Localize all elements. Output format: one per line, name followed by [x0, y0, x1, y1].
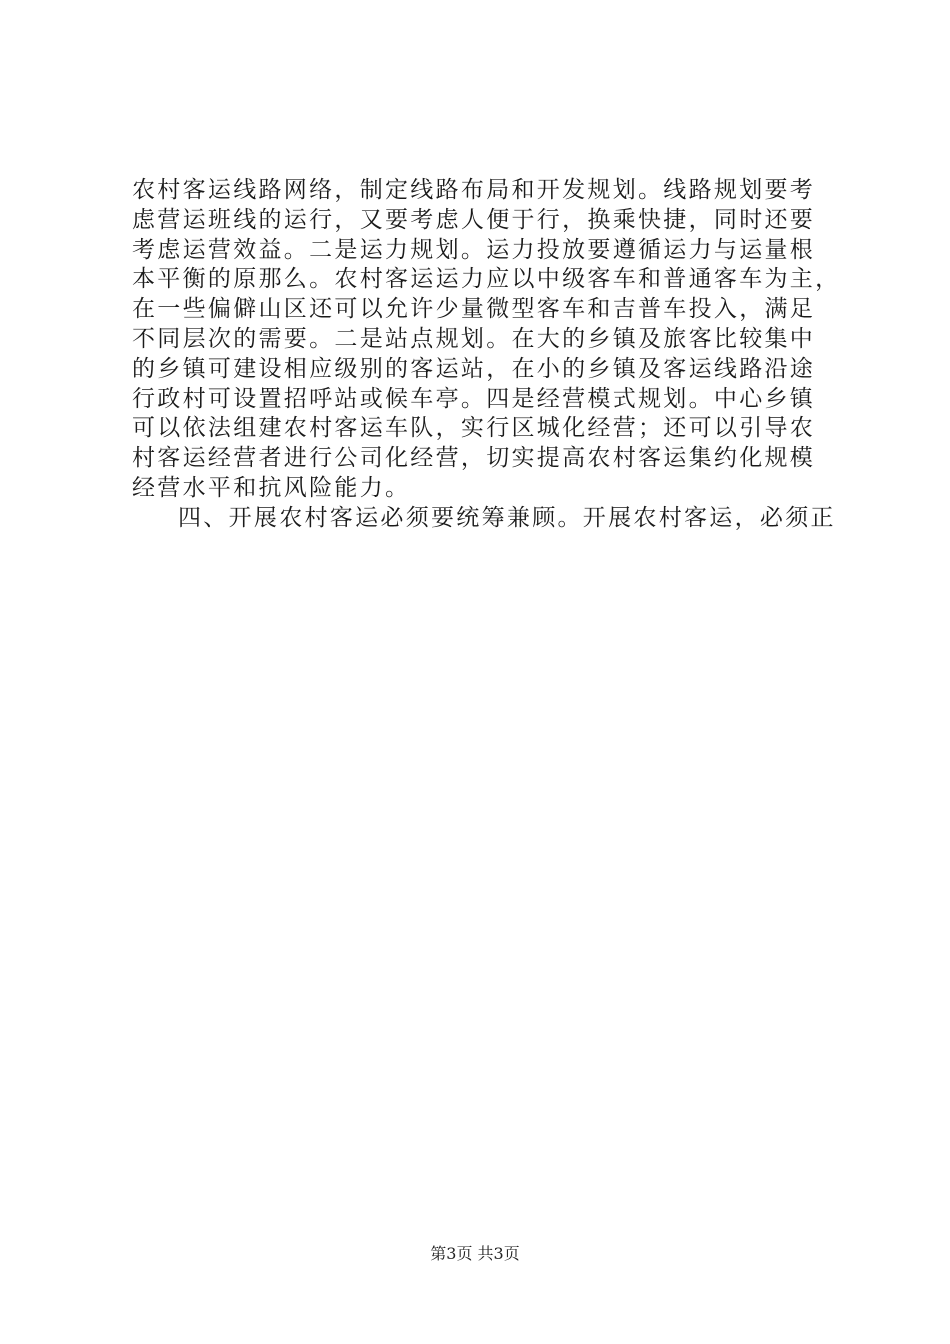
text-line: 农村客运线路网络，制定线路布局和开发规划。线路规划要考 [132, 177, 816, 203]
text-line: 经营水平和抗风险能力。 [132, 474, 411, 501]
page-footer: 第3页 共3页 [430, 1244, 520, 1263]
text-line: 本平衡的原那么。农村客运运力应以中级客车和普通客车为主， [132, 266, 841, 293]
text-line: 的乡镇可建设相应级别的客运站，在小的乡镇及客运线路沿途 [132, 355, 816, 382]
body-text [132, 176, 841, 534]
text-line: 虑营运班线的运行，又要考虑人便于行，换乘快捷，同时还要 [132, 206, 816, 233]
text-line: 在一些偏僻山区还可以允许少量微型客车和吉普车投入，满足 [132, 296, 816, 323]
section-heading-line: 四、开展农村客运必须要统筹兼顾。开展农村客运，必须正 [178, 504, 836, 531]
text-line: 考虑运营效益。二是运力规划。运力投放要遵循运力与运量根 [132, 236, 816, 263]
text-line: 行政村可设置招呼站或候车亭。四是经营模式规划。中心乡镇 [132, 385, 816, 412]
text-line: 不同层次的需要。二是站点规划。在大的乡镇及旅客比较集中 [132, 325, 816, 352]
text-line: 可以依法组建农村客运车队，实行区城化经营；还可以引导农 [132, 415, 816, 442]
text-line: 村客运经营者进行公司化经营，切实提高农村客运集约化规模 [132, 445, 816, 472]
